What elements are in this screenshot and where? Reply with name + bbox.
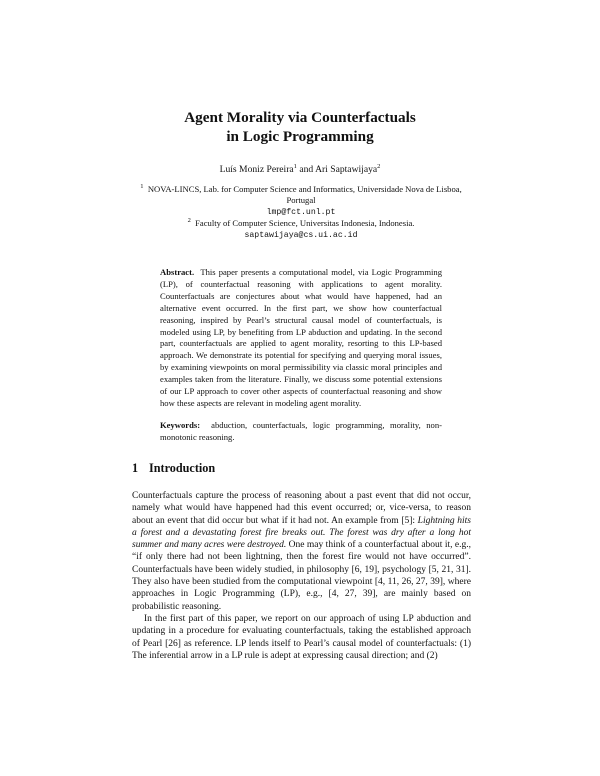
title-line-1: Agent Morality via Counterfactuals: [184, 109, 416, 126]
affiliation-mark: 2: [187, 217, 191, 225]
author-affiliation-mark: 2: [377, 163, 381, 170]
affiliation-1-country: Portugal: [286, 195, 316, 206]
keywords-label: Keywords:: [160, 420, 201, 431]
body-paragraph-2: In the first part of this paper, we report on our approach of using LP abduction and updating in a procedure for evaluating counterfactuals, taking the established approach of Pearl [26] as reference. LP lends itself to Pearl’s causal model of counterfactuals: (1) The inferential arrow in a LP rule is adept at expressing causal direction; and (2): [132, 613, 471, 661]
abstract: [160, 267, 442, 444]
affiliation-mark: 1: [140, 183, 144, 190]
author-name: Luís Moniz Pereira: [219, 164, 294, 175]
section-number: 1: [132, 461, 139, 475]
abstract-text: This paper presents a computational model, via Logic Programming (LP), of counterfactual reasoning with applications to agent morality. Counterfactuals are conjectures about what would have happened, had an alternative event occurred. In the first part, we show how counterfactual reasoning, inspired by Pearl’s structural causal model of counterfactuals, is modeled using LP, by benefiting from LP abduction and updating. In the second part, counterfactuals are applied to agent morality, resorting to this LP-based approach. We demonstrate its potential for specifying and querying moral issues, by examining viewpoints on moral permissibility via classic moral principles and examples taken from the literature. Finally, we discuss some potential extensions of our LP approach to cover other aspects of counterfactual reasoning and show how these aspects are relevant in modeling agent morality.: [160, 267, 442, 408]
paragraph-text: Counterfactuals capture the process of reasoning about a past event that did not occur, namely what would have happened had this event occurred; or, vice-versa, to reason about an event that did occur but what if it had not. An example from [5]:: [132, 491, 471, 526]
title-line-2: in Logic Programming: [226, 128, 374, 145]
paragraph-text: One may think of a counterfactual about it, e.g., “if only there had not been lightning, then the forest fire would not have occurred”. Counterfactuals have been widely studied, in philosophy [6, 19], psychology [5, 21, 31]. They also have been studied from the computational viewpoint [4, 11, 26, 27, 39], where approaches in Logic Programming (LP), e.g., [4, 27, 39], are mainly based on probabilistic reasoning.: [132, 540, 471, 612]
affiliation-2: [140, 218, 462, 229]
paper-title: [0, 108, 600, 146]
affiliation-1: [140, 184, 462, 195]
author-list: [0, 164, 600, 176]
keywords-text: abduction, counterfactuals, logic programming, morality, non-monotonic reasoning.: [160, 420, 442, 443]
author-affiliation-mark: 1: [293, 163, 297, 170]
keywords: [160, 420, 442, 444]
body-paragraph-1: [132, 490, 471, 613]
author-name: Ari Saptawijaya: [315, 164, 378, 175]
affiliation-2-text: Faculty of Computer Science, Universitas Indonesia, Indonesia.: [195, 218, 415, 229]
abstract-paragraph: [160, 267, 442, 410]
section-title: Introduction: [149, 461, 216, 475]
section-heading: [132, 461, 215, 476]
section-body: [132, 490, 471, 662]
author-email-2: saptawijaya@cs.ui.ac.id: [244, 230, 358, 240]
affiliations: [140, 184, 462, 241]
author-email-1: lmp@fct.unl.pt: [266, 207, 336, 217]
example-quote: Lightning hits a forest and a devastating forest fire breaks out. The forest was dry after a long hot summer and many acres were destroyed.: [132, 515, 471, 551]
abstract-label: Abstract.: [160, 267, 195, 277]
author-conjunction: and: [299, 164, 314, 175]
affiliation-1-text: NOVA-LINCS, Lab. for Computer Science and Informatics, Universidade Nova de Lisboa,: [147, 184, 462, 194]
